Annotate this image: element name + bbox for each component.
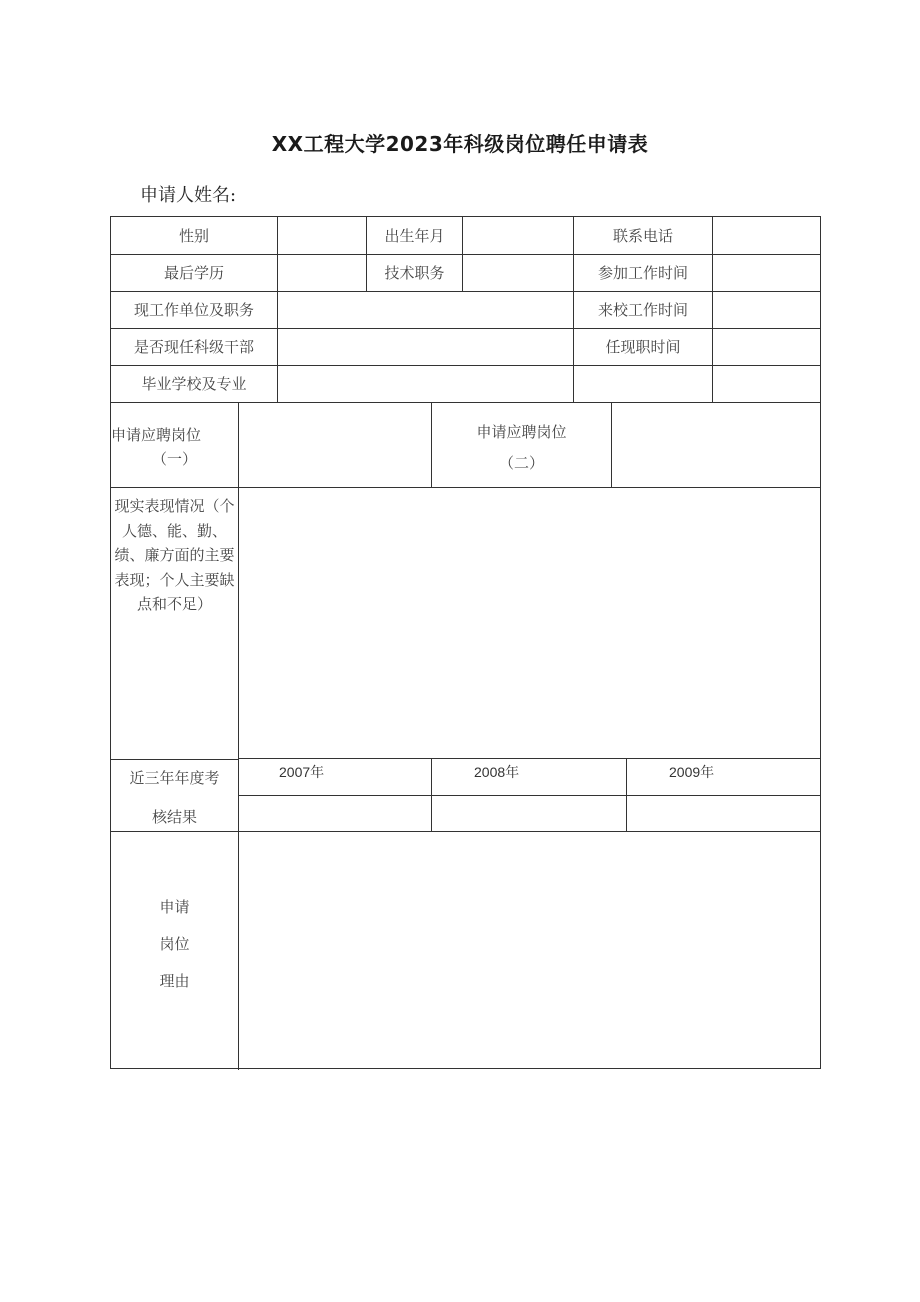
row-divider [238,758,820,759]
gender-input[interactable] [278,217,366,254]
performance-label-line: 点和不足） [136,595,212,613]
graduate-input[interactable] [278,366,573,402]
performance-label-line: 人德、能、勤、 [121,521,227,540]
phone-input[interactable] [713,217,820,254]
birth-label: 出生年月 [384,226,445,245]
current-term-label: 任现职时间 [605,338,681,356]
school-start-label: 来校工作时间 [597,301,688,319]
position-2-label: 申请应聘岗位 [476,423,567,441]
phone-label: 联系电话 [612,226,673,245]
position-1-label: 申请应聘岗位 [111,426,202,444]
reason-label-line-2: 岗位 [159,935,190,953]
result-2007-input[interactable] [239,796,431,831]
current-unit-input[interactable] [278,292,573,328]
assessment-label-bottom: 核结果 [151,808,197,826]
assessment-label-top: 近三年年度考 [129,769,220,787]
position-1-input[interactable] [239,403,431,487]
graduate-extra-input[interactable] [574,366,712,402]
performance-input[interactable] [239,488,820,758]
reason-label-line-1: 申请 [159,898,190,916]
education-input[interactable] [278,255,366,291]
gender-label: 性别 [178,226,209,245]
work-start-input[interactable] [713,255,820,291]
performance-label-line: 绩、廉方面的主要 [114,546,235,564]
application-form-table [110,216,821,1069]
row-divider [111,759,238,760]
position-2-number: （二） [498,454,544,472]
result-2008-input[interactable] [432,796,626,831]
is-cadre-input[interactable] [278,329,573,365]
reason-input[interactable] [239,832,820,1068]
position-2-input[interactable] [612,403,820,487]
education-label: 最后学历 [163,264,224,282]
performance-label [111,494,238,617]
result-2009-input[interactable] [627,796,820,831]
tech-title-input[interactable] [463,255,573,291]
applicant-name-label: 申请人姓名: [140,185,237,206]
birth-input[interactable] [463,217,573,254]
form-title: XX工程大学2023年科级岗位聘任申请表 [271,132,649,156]
graduate-label: 毕业学校及专业 [141,375,247,393]
performance-label-line: 现实表现情况（个 [114,497,235,515]
year-2008-label: 2008年 [474,764,520,780]
performance-label-line: 表现；个人主要缺 [114,570,235,589]
is-cadre-label: 是否现任科级干部 [133,338,254,356]
position-1-number: （一） [151,450,197,468]
current-unit-label: 现工作单位及职务 [133,301,254,319]
current-term-input[interactable] [713,329,820,365]
reason-label-line-3: 理由 [159,972,190,990]
school-start-input[interactable] [713,292,820,328]
graduate-extra-input-2[interactable] [713,366,820,402]
year-2009-label: 2009年 [669,764,715,780]
year-2007-label: 2007年 [279,764,325,780]
work-start-label: 参加工作时间 [597,264,688,282]
tech-title-label: 技术职务 [384,264,445,282]
col-divider [431,402,432,487]
